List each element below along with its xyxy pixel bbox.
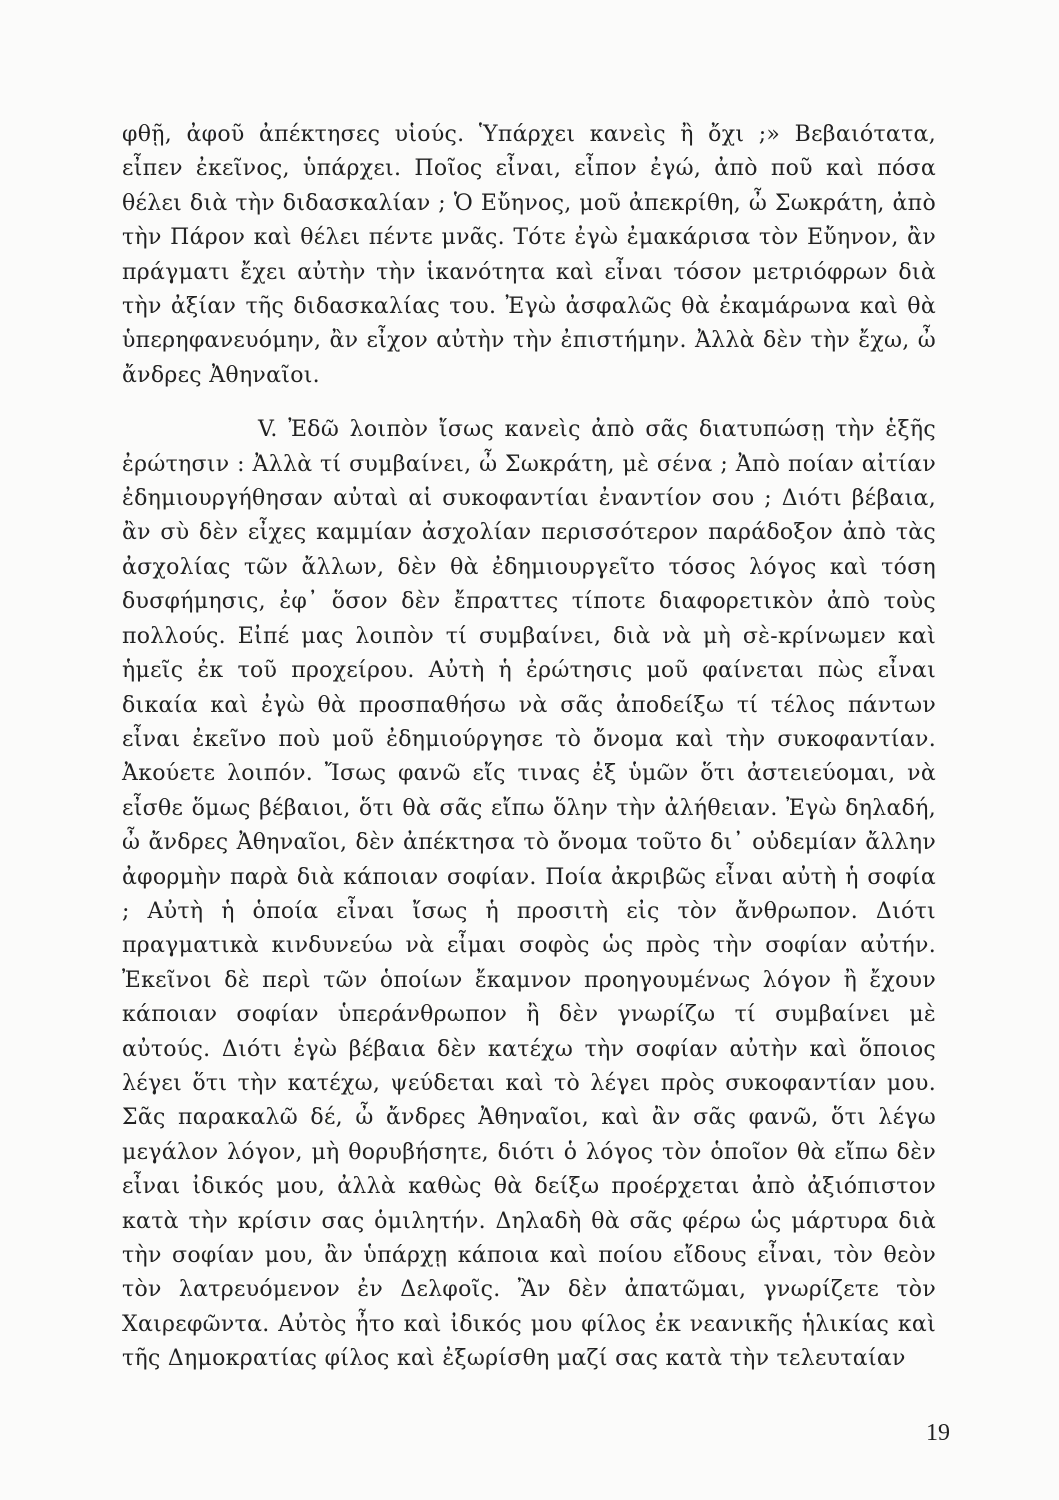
page-number: 19: [926, 1420, 950, 1446]
paragraph-2: Ἐδῶ λοιπὸν ἴσως κανεὶς ἀπὸ σᾶς διατυπώσῃ τὴν ἑξῆς ἐρώτησιν : Ἀλλὰ τί συμβαίνει, ὦ Σωκράτη, μὲ σένα ; Ἀπὸ ποίαν αἰτίαν ἐδημιουργήθησαν αὐταὶ αἱ συκοφαντίαι ἐναντίον σου ; Διότι βέβαια, ἂν σὺ δὲν εἶχες καμμίαν ἀσχολίαν περισσότερον παράδοξον ἀπὸ τὰς ἀσχολίας τῶν ἄλλων, δὲν θὰ ἐδημιουργεῖτο τόσος λόγος καὶ τόση δυσφήμησις, ἐφ᾽ ὅσον δὲν ἔπραττες τίποτε διαφορετικὸν ἀπὸ τοὺς πολλούς. Εἰπέ μας λοιπὸν τί συμβαίνει, διὰ νὰ μὴ σὲ-κρίνωμεν καὶ ἡμεῖς ἐκ τοῦ προχείρου. Αὐτὴ ἡ ἐρώτησις μοῦ φαίνεται πὼς εἶναι δικαία καὶ ἐγὼ θὰ προσπαθήσω νὰ σᾶς ἀποδείξω τί τέλος πάντων εἶναι ἐκεῖνο ποὺ μοῦ ἐδημιούργησε τὸ ὄνομα καὶ τὴν συκοφαντίαν. Ἀκούετε λοιπόν. Ἴσως φανῶ εἴς τινας ἐξ ὑμῶν ὅτι ἀστειεύομαι, νὰ εἶσθε ὅμως βέβαιοι, ὅτι θὰ σᾶς εἴπω ὅλην τὴν ἀλήθειαν. Ἐγὼ δηλαδή, ὦ ἄνδρες Ἀθηναῖοι, δὲν ἀπέκτησα τὸ ὄνομα τοῦτο δι᾽ οὐδεμίαν ἄλλην ἀφορμὴν παρὰ διὰ κάποιαν σοφίαν. Ποία ἀκριβῶς εἶναι αὐτὴ ἡ σοφία ; Αὐτὴ ἡ ὁποία εἶναι ἴσως ἡ προσιτὴ εἰς τὸν ἄνθρωπον. Διότι πραγματικὰ κινδυνεύω νὰ εἶμαι σοφὸς ὡς πρὸς τὴν σοφίαν αὐτήν. Ἐκεῖνοι δὲ περὶ τῶν ὁποίων ἔκαμνον προηγουμένως λόγον ἢ ἔχουν κάποιαν σοφίαν ὑπεράνθρωπον ἢ δὲν γνωρίζω τί συμβαίνει μὲ αὐτούς. Διότι ἐγὼ βέβαια δὲν κατέχω τὴν σοφίαν αὐτὴν καὶ ὅποιος λέγει ὅτι τὴν κατέχω, ψεύδεται καὶ τὸ λέγει πρὸς συκοφαντίαν μου. Σᾶς παρακαλῶ δέ, ὦ ἄνδρες Ἀθηναῖοι, καὶ ἂν σᾶς φανῶ, ὅτι λέγω μεγάλον λόγον, μὴ θορυβήσητε, διότι ὁ λόγος τὸν ὁποῖον θὰ εἴπω δὲν εἶναι ἰδικός μου, ἀλλὰ καθὼς θὰ δείξω προέρχεται ἀπὸ ἀξιόπιστον κατὰ τὴν κρίσιν σας ὁμιλητήν. Δηλαδὴ θὰ σᾶς φέρω ὡς μάρτυρα διὰ τὴν σοφίαν μου, ἂν ὑπάρχῃ κάποια καὶ ποίου εἴδους εἶναι, τὸν θεὸν τὸν λατρευόμενον ἐν Δελφοῖς. Ἂν δὲν ἀπατῶμαι, γνωρίζετε τὸν Χαιρεφῶντα. Αὐτὸς ἦτο καὶ ἰδικός μου φίλος ἐκ νεανικῆς ἡλικίας καὶ τῆς Δημοκρατίας φίλος καὶ ἐξωρίσθη μαζί σας κατὰ τὴν τελευταίαν: [122, 417, 936, 1372]
section-number: V.: [258, 417, 278, 443]
body-text: [122, 118, 936, 1377]
section-paragraph: [122, 413, 936, 1376]
paragraph-1: φθῇ, ἀφοῦ ἀπέκτησες υἱούς. Ὑπάρχει κανεὶς ἢ ὄχι ;» Βεβαιότατα, εἶπεν ἐκεῖνος, ὑπάρχει. Ποῖος εἶναι, εἶπον ἐγώ, ἀπὸ ποῦ καὶ πόσα θέλει διὰ τὴν διδασκαλίαν ; Ὁ Εὔηνος, μοῦ ἀπεκρίθη, ὦ Σωκράτη, ἀπὸ τὴν Πάρον καὶ θέλει πέντε μνᾶς. Τότε ἐγὼ ἐμακάρισα τὸν Εὔηνον, ἂν πράγματι ἔχει αὐτὴν τὴν ἱκανότητα καὶ εἶναι τόσον μετριόφρων διὰ τὴν ἀξίαν τῆς διδασκαλίας του. Ἐγὼ ἀσφαλῶς θὰ ἐκαμάρωνα καὶ θὰ ὑπερηφανευόμην, ἂν εἶχον αὐτὴν τὴν ἐπιστήμην. Ἀλλὰ δὲν τὴν ἔχω, ὦ ἄνδρες Ἀθηναῖοι.: [122, 122, 936, 388]
